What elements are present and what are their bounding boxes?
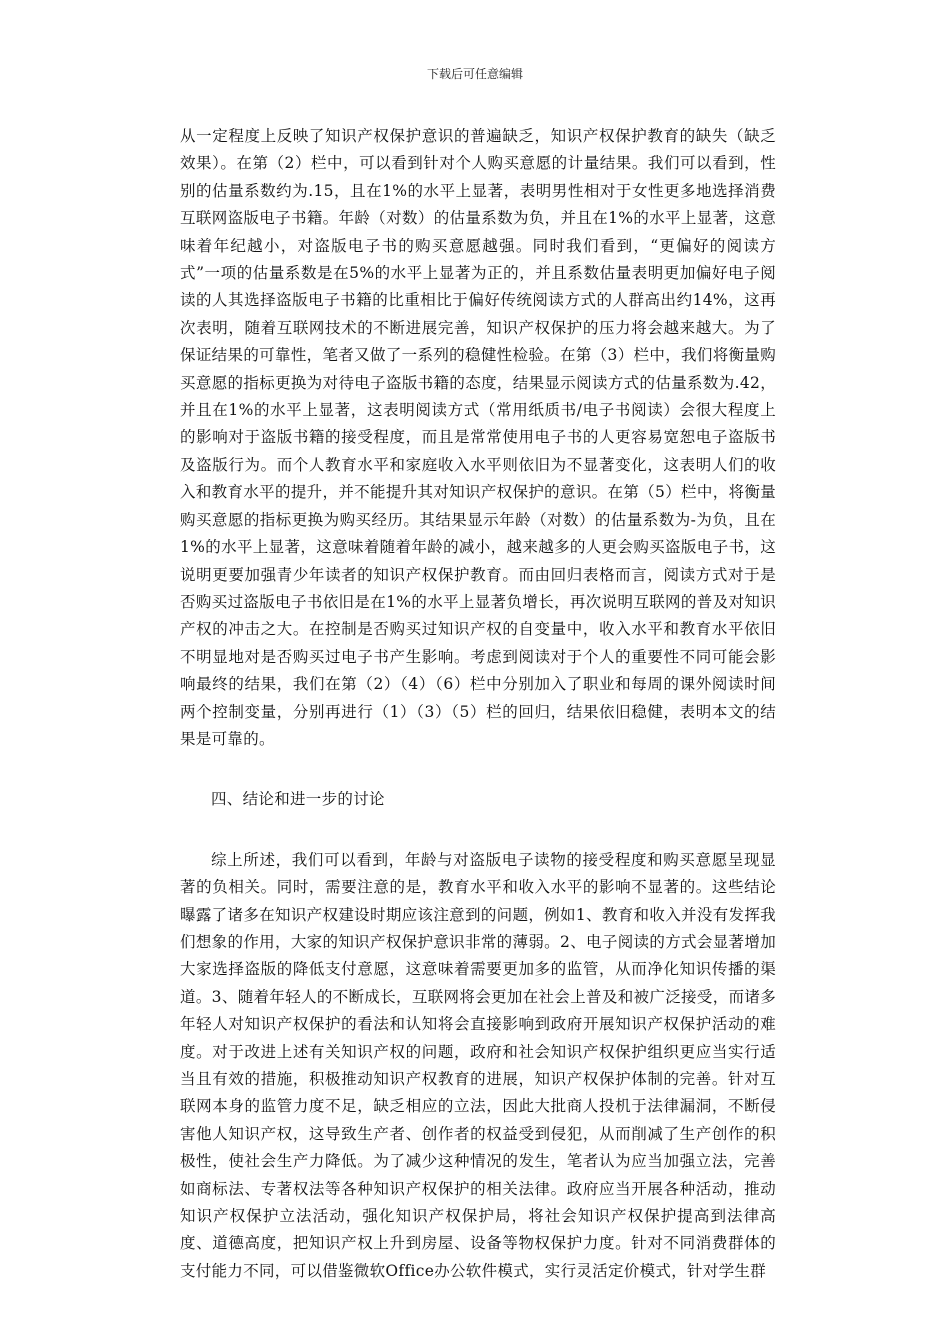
spacer <box>180 753 776 786</box>
header-text: 下载后可任意编辑 <box>426 67 523 81</box>
spacer <box>180 814 776 847</box>
section-heading: 四、结论和进一步的讨论 <box>211 790 385 809</box>
body-paragraph-1: 从一定程度上反映了知识产权保护意识的普遍缺乏，知识产权保护教育的缺失（缺乏效果）。在第（2）栏中，可以看到针对个人购买意愿的计量结果。我们可以看到，性别的估量系数约为.15，且在1%的水平上显著，表明男性相对于女性更多地选择消费互联网盗版电子书籍。年龄（对数）的估量系数为负，并且在1%的水平上显著，这意味着年纪越小，对盗版电子书的购买意愿越强。同时我们看到，“更偏好的阅读方式”一项的估量系数是在5%的水平上显著为正的，并且系数估量表明更加偏好电子阅读的人其选择盗版电子书籍的比重相比于偏好传统阅读方式的人群高出约14%，这再次表明，随着互联网技术的不断进展完善，知识产权保护的压力将会越来越大。为了保证结果的可靠性，笔者又做了一系列的稳健性检验。在第（3）栏中，我们将衡量购买意愿的指标更换为对待电子盗版书籍的态度，结果显示阅读方式的估量系数为.42，并且在1%的水平上显著，这表明阅读方式（常用纸质书/电子书阅读）会很大程度上的影响对于盗版书籍的接受程度，而且是常常使用电子书的人更容易宽恕电子盗版书及盗版行为。而个人教育水平和家庭收入水平则依旧为不显著变化，这表明人们的收入和教育水平的提升，并不能提升其对知识产权保护的意识。在第（5）栏中，将衡量购买意愿的指标更换为购买经历。其结果显示年龄（对数）的估量系数为-为负，且在1%的水平上显著，这意味着随着年龄的减小，越来越多的人更会购买盗版电子书，这说明更要加强青少年读者的知识产权保护教育。而由回归表格而言，阅读方式对于是否购买过盗版电子书依旧是在1%的水平上显著负增长，再次说明互联网的普及对知识产权的冲击之大。在控制是否购买过知识产权的自变量中，收入水平和教育水平依旧不明显地对是否购买过电子书产生影响。考虑到阅读对于个人的重要性不同可能会影响最终的结果，我们在第（2）（4）（6）栏中分别加入了职业和每周的课外阅读时间两个控制变量，分别再进行（1）（3）（5）栏的回归，结果依旧稳健，表明本文的结果是可靠的。 <box>180 127 776 748</box>
page-header <box>0 66 950 82</box>
body-paragraph-2: 综上所述，我们可以看到，年龄与对盗版电子读物的接受程度和购买意愿呈现显著的负相关。同时，需要注意的是，教育水平和收入水平的影响不显著的。这些结论曝露了诸多在知识产权建设时期应该注意到的问题，例如1、教育和收入并没有发挥我们想象的作用，大家的知识产权保护意识非常的薄弱。2、电子阅读的方式会显著增加大家选择盗版的降低支付意愿，这意味着需要更加多的监管，从而净化知识传播的渠道。3、随着年轻人的不断成长，互联网将会更加在社会上普及和被广泛接受，而诸多年轻人对知识产权保护的看法和认知将会直接影响到政府开展知识产权保护活动的难度。对于改进上述有关知识产权的问题，政府和社会知识产权保护组织更应当实行适当且有效的措施，积极推动知识产权教育的进展，知识产权保护体制的完善。针对互联网本身的监管力度不足，缺乏相应的立法，因此大批商人投机于法律漏洞，不断侵害他人知识产权，这导致生产者、创作者的权益受到侵犯，从而削减了生产创作的积极性，使社会生产力降低。为了减少这种情况的发生，笔者认为应当加强立法，完善如商标法、专著权法等各种知识产权保护的相关法律。政府应当开展各种活动，推动知识产权保护立法活动，强化知识产权保护局，将社会知识产权保护提高到法律高度、道德高度，把知识产权上升到房屋、设备等物权保护力度。针对不同消费群体的支付能力不同，可以借鉴微软Office办公软件模式，实行灵活定价模式，针对学生群 <box>180 850 776 1280</box>
document-body <box>180 123 776 1285</box>
